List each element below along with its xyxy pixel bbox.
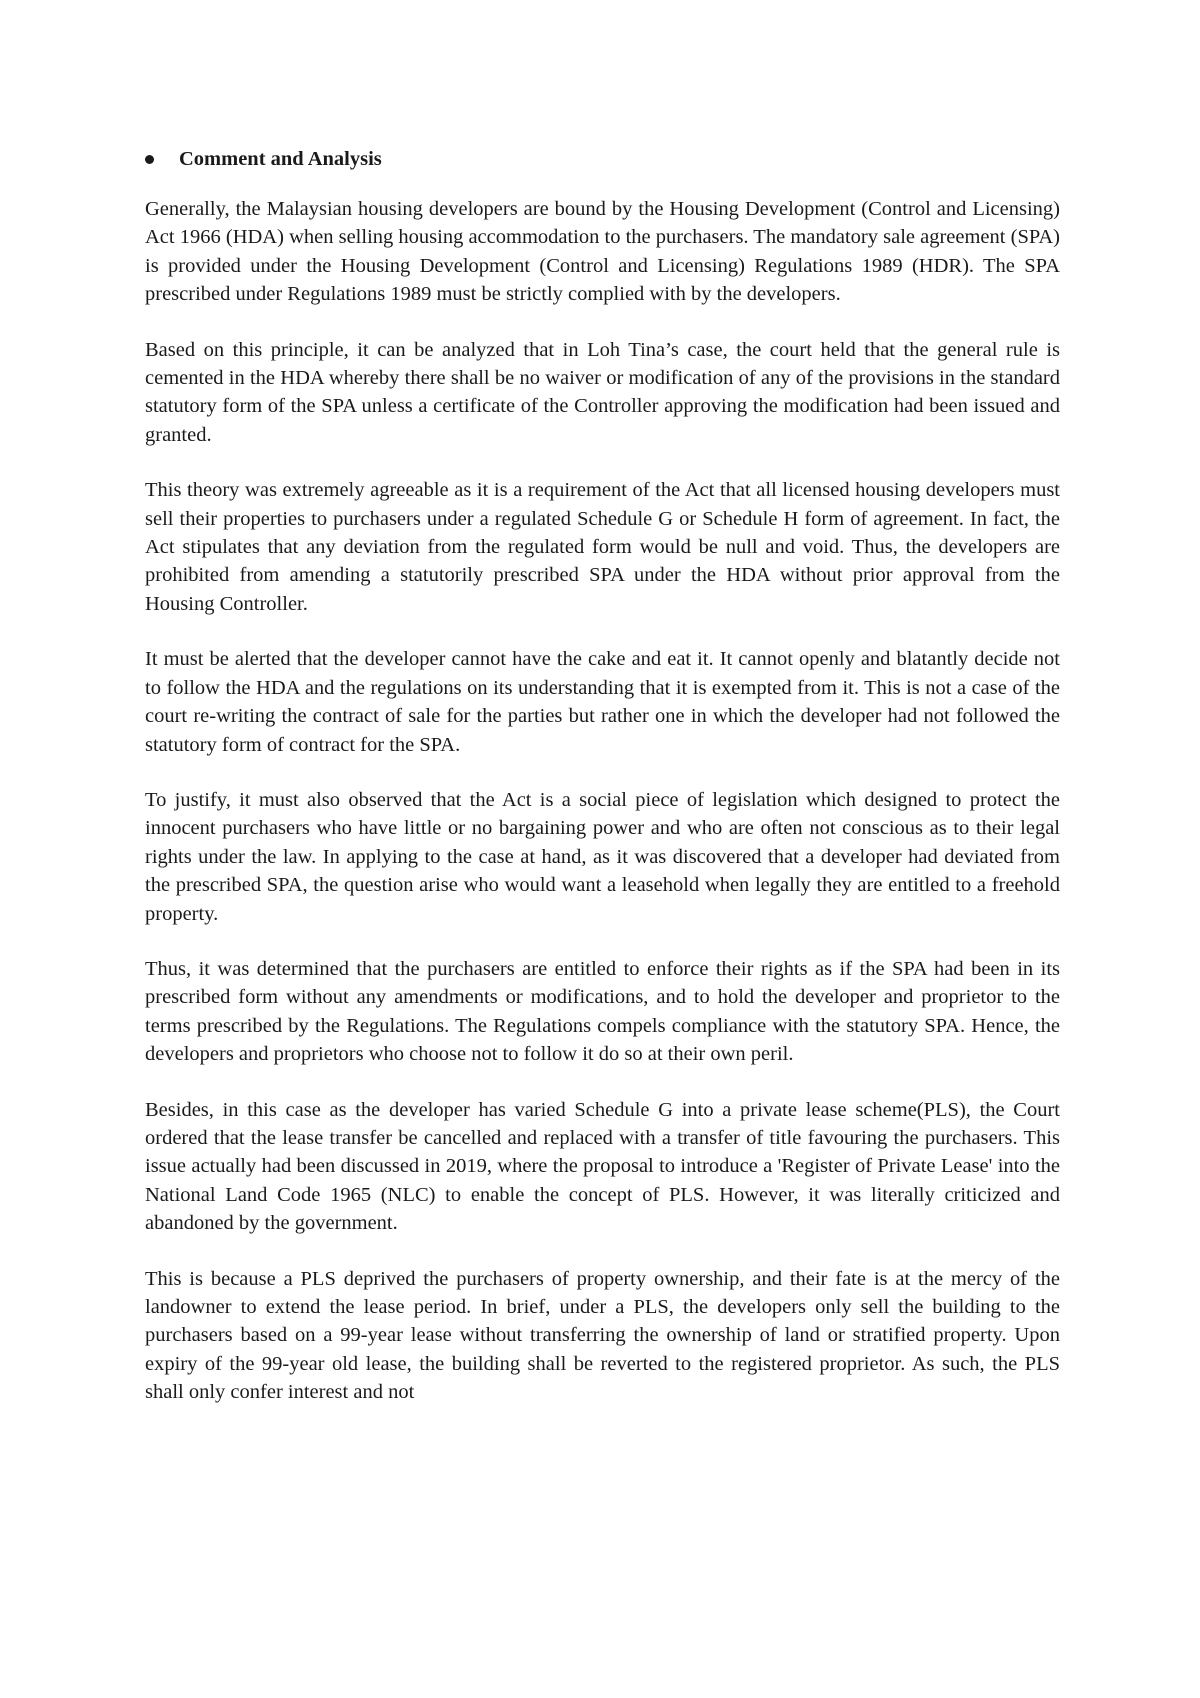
paragraph: Based on this principle, it can be analyzed that in Loh Tina’s case, the court held that the general rule is cemented in the HDA whereby there shall be no waiver or modification of any of the provisions in the standard statutory form of the SPA unless a certificate of the Controller approving the modification had been issued and granted.	[145, 338, 1060, 446]
paragraph: To justify, it must also observed that the Act is a social piece of legislation which designed to protect the innocent purchasers who have little or no bargaining power and who are often not conscious as to their legal rights under the law. In applying to the case at hand, as it was discovered that a developer had deviated from the prescribed SPA, the question arise who would want a leasehold when legally they are entitled to a freehold property.	[145, 788, 1060, 925]
paragraph: This is because a PLS deprived the purchasers of property ownership, and their fate is at the mercy of the landowner to extend the lease period. In brief, under a PLS, the developers only sell the building to the purchasers based on a 99-year lease without transferring the ownership of land or stratified property. Upon expiry of the 99-year old lease, the building shall be reverted to the registered proprietor. As such, the PLS shall only confer interest and not	[145, 1267, 1060, 1404]
paragraph: Generally, the Malaysian housing developers are bound by the Housing Development (Control and Licensing) Act 1966 (HDA) when selling housing accommodation to the purchasers. The mandatory sale agreement (SPA) is provided under the Housing Development (Control and Licensing) Regulations 1989 (HDR). The SPA prescribed under Regulations 1989 must be strictly complied with by the developers.	[145, 198, 1060, 306]
section-heading-text: Comment and Analysis	[179, 147, 382, 170]
section-heading	[145, 145, 1060, 173]
paragraph: Thus, it was determined that the purchasers are entitled to enforce their rights as if the SPA had been in its prescribed form without any amendments or modifications, and to hold the developer and proprietor to the terms prescribed by the Regulations. The Regulations compels compliance with the statutory SPA. Hence, the developers and proprietors who choose not to follow it do so at their own peril.	[145, 957, 1060, 1066]
document-body	[145, 145, 1060, 1407]
paragraph: Besides, in this case as the developer has varied Schedule G into a private lease scheme(PLS), the Court ordered that the lease transfer be cancelled and replaced with a transfer of title favouring the purchasers. This issue actually had been discussed in 2019, where the proposal to introduce a 'Register of Private Lease' into the National Land Code 1965 (NLC) to enable the concept of PLS. However, it was literally criticized and abandoned by the government.	[145, 1098, 1060, 1235]
paragraph: This theory was extremely agreeable as it is a requirement of the Act that all licensed housing developers must sell their properties to purchasers under a regulated Schedule G or Schedule H form of agreement. In fact, the Act stipulates that any deviation from the regulated form would be null and void. Thus, the developers are prohibited from amending a statutorily prescribed SPA under the HDA without prior approval from the Housing Controller.	[145, 479, 1060, 615]
paragraph: It must be alerted that the developer cannot have the cake and eat it. It cannot openly and blatantly decide not to follow the HDA and the regulations on its understanding that it is exempted from it. This is not a case of the court re-writing the contract of sale for the parties but rather one in which the developer had not followed the statutory form of contract for the SPA.	[145, 648, 1060, 756]
bullet-dot-icon	[145, 155, 154, 164]
